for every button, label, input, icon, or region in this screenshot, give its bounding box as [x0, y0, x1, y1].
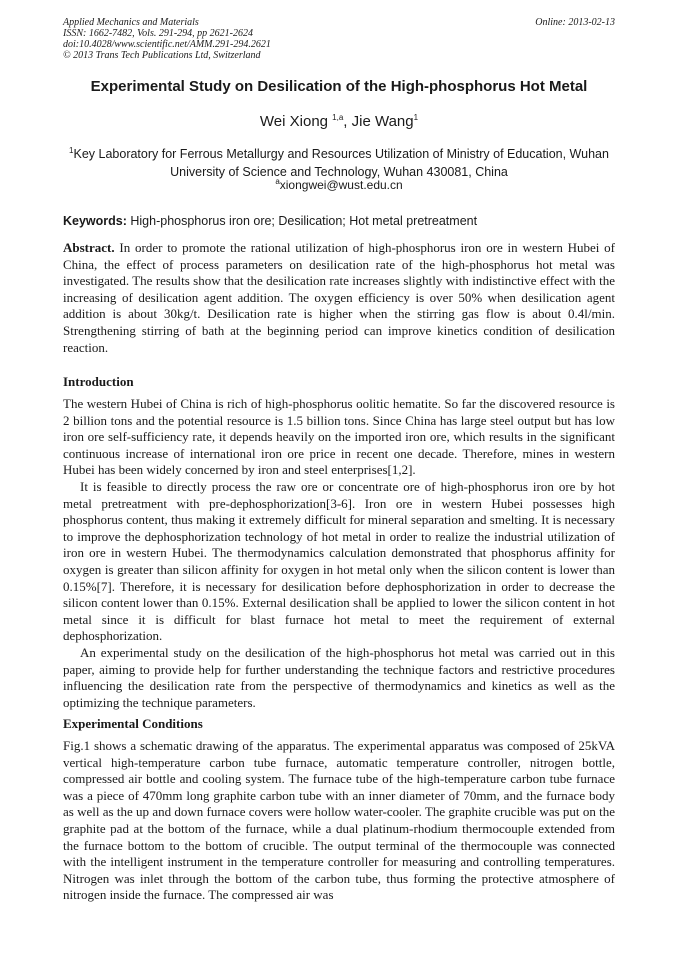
abstract: [63, 240, 615, 356]
paragraph: It is feasible to directly process the raw ore or concentrate ore of high-phosphorus iron ore by hot metal pretreatment with pre-dephosphorization[3-6]. Iron ore in western Hubei possesses high phosphorus content, thus making it extremely difficult for mineral separation and smelting. It is necessary to improve the dephosphorization technology of hot metal in order to realize the industrial utilization of iron ore in western Hubei. The thermodynamics calculation demonstrated that phosphorus affinity for oxygen is greater than silicon affinity for oxygen in hot metal only when the silicon content is lower than 0.15%[7]. Therefore, it is necessary for desilication before dephosphorization in order to decrease the silicon content lower than 0.15%. External desilication shall be applied to lower the silicon content in hot metal since it is difficult for blast furnace hot metal to meet the requirement of external dephosphorization.: [63, 478, 615, 644]
paragraph: An experimental study on the desilication of the high-phosphorus hot metal was carried out in this paper, aiming to provide help for further understanding the technique factors and restrictive procedures influencing the desilication rate from the perspective of thermodynamics and kinetics as well as the optimizing the technique parameters.: [63, 644, 615, 710]
journal-name: Applied Mechanics and Materials: [63, 17, 199, 28]
affiliation-text: Key Laboratory for Ferrous Metallurgy and Resources Utilization of Ministry of Education, Wuhan University of Science and Technology, Wuhan 430081, China: [73, 147, 609, 179]
author-affiliation-mark: 1: [413, 113, 419, 122]
affiliation-mark: 1: [69, 145, 74, 155]
keywords-text: High-phosphorus iron ore; Desilication; Hot metal pretreatment: [126, 214, 478, 228]
experimental-body: [63, 738, 615, 904]
affiliation: [63, 145, 615, 181]
author-affiliation-mark: 1,a: [332, 113, 344, 122]
paper-title: Experimental Study on Desilication of the High-phosphorus Hot Metal: [90, 78, 588, 95]
introduction-body: [63, 396, 615, 711]
keywords: [63, 214, 615, 228]
email-address[interactable]: xiongwei@wust.edu.cn: [279, 178, 403, 192]
issn-line: ISSN: 1662-7482, Vols. 291-294, pp 2621-2624: [63, 28, 253, 39]
email-mark: a: [275, 177, 280, 186]
doi-line: doi:10.4028/www.scientific.net/AMM.291-294.2621: [63, 39, 271, 50]
paragraph: Fig.1 shows a schematic drawing of the apparatus. The experimental apparatus was composed of 25kVA vertical high-temperature carbon tube furnace, automatic temperature controller, nitrogen bottle, compressed air bottle and cooling system. The furnace tube of the high-temperature carbon tube furnace was a piece of 470mm long graphite carbon tube with an inner diameter of 70mm, and the furnace body as well as the up and down furnace covers were hollow water-cooler. The graphite crucible was put on the graphite pad at the bottom of the furnace, while a dual platinum-rhodium thermocouple extended from the furnace bottom to the bottom of crucible. The output terminal of the thermocouple was connected with the intelligent instrument in the temperature controller for measuring and controlling temperatures. Nitrogen was inlet through the bottom of the carbon tube, thus forming the protective atmosphere of nitrogen inside the furnace. The compressed air was: [63, 738, 615, 903]
paragraph: The western Hubei of China is rich of high-phosphorus oolitic hematite. So far the discovered resource is 2 billion tons and the potential resource is 1.5 billion tons. Since China has large steel output but has low iron ore self-sufficiency rate, it depends heavily on the imported iron ore, which results in the significant continuous increase of international iron ore price in recent one decade. Therefore, mines in western Hubei has been widely concerned by iron and steel enterprises[1,2].: [63, 396, 615, 478]
keywords-label: Keywords:: [63, 214, 127, 228]
abstract-label: Abstract.: [63, 240, 115, 255]
abstract-text: In order to promote the rational utilization of high-phosphorus iron ore in western Hubei of China, the effect of process parameters on desilication rate of the high-phosphorus hot metal was investigated. The results show that the desilication rate increases slightly with indistinctive effect with the increasing of desilication agent addition. The oxygen efficiency is over 50% when desilication agent addition is about 30kg/t. Desilication rate is higher when the stirring gas flow is about 0.4l/min. Strengthening stirring of bath at the beginning period can improve kinetics condition of desilication reaction.: [63, 240, 615, 355]
copyright-line: © 2013 Trans Tech Publications Ltd, Switzerland: [63, 50, 261, 61]
journal-header: [63, 17, 271, 61]
author-email: [0, 178, 678, 192]
author-name: Jie Wang: [351, 113, 414, 130]
online-date: Online: 2013-02-13: [535, 17, 615, 28]
author-separator: ,: [343, 113, 352, 130]
author-name: Wei Xiong: [259, 113, 328, 130]
section-heading-introduction: Introduction: [63, 374, 134, 389]
author-list: [0, 113, 678, 130]
section-heading-experimental: Experimental Conditions: [63, 716, 203, 731]
